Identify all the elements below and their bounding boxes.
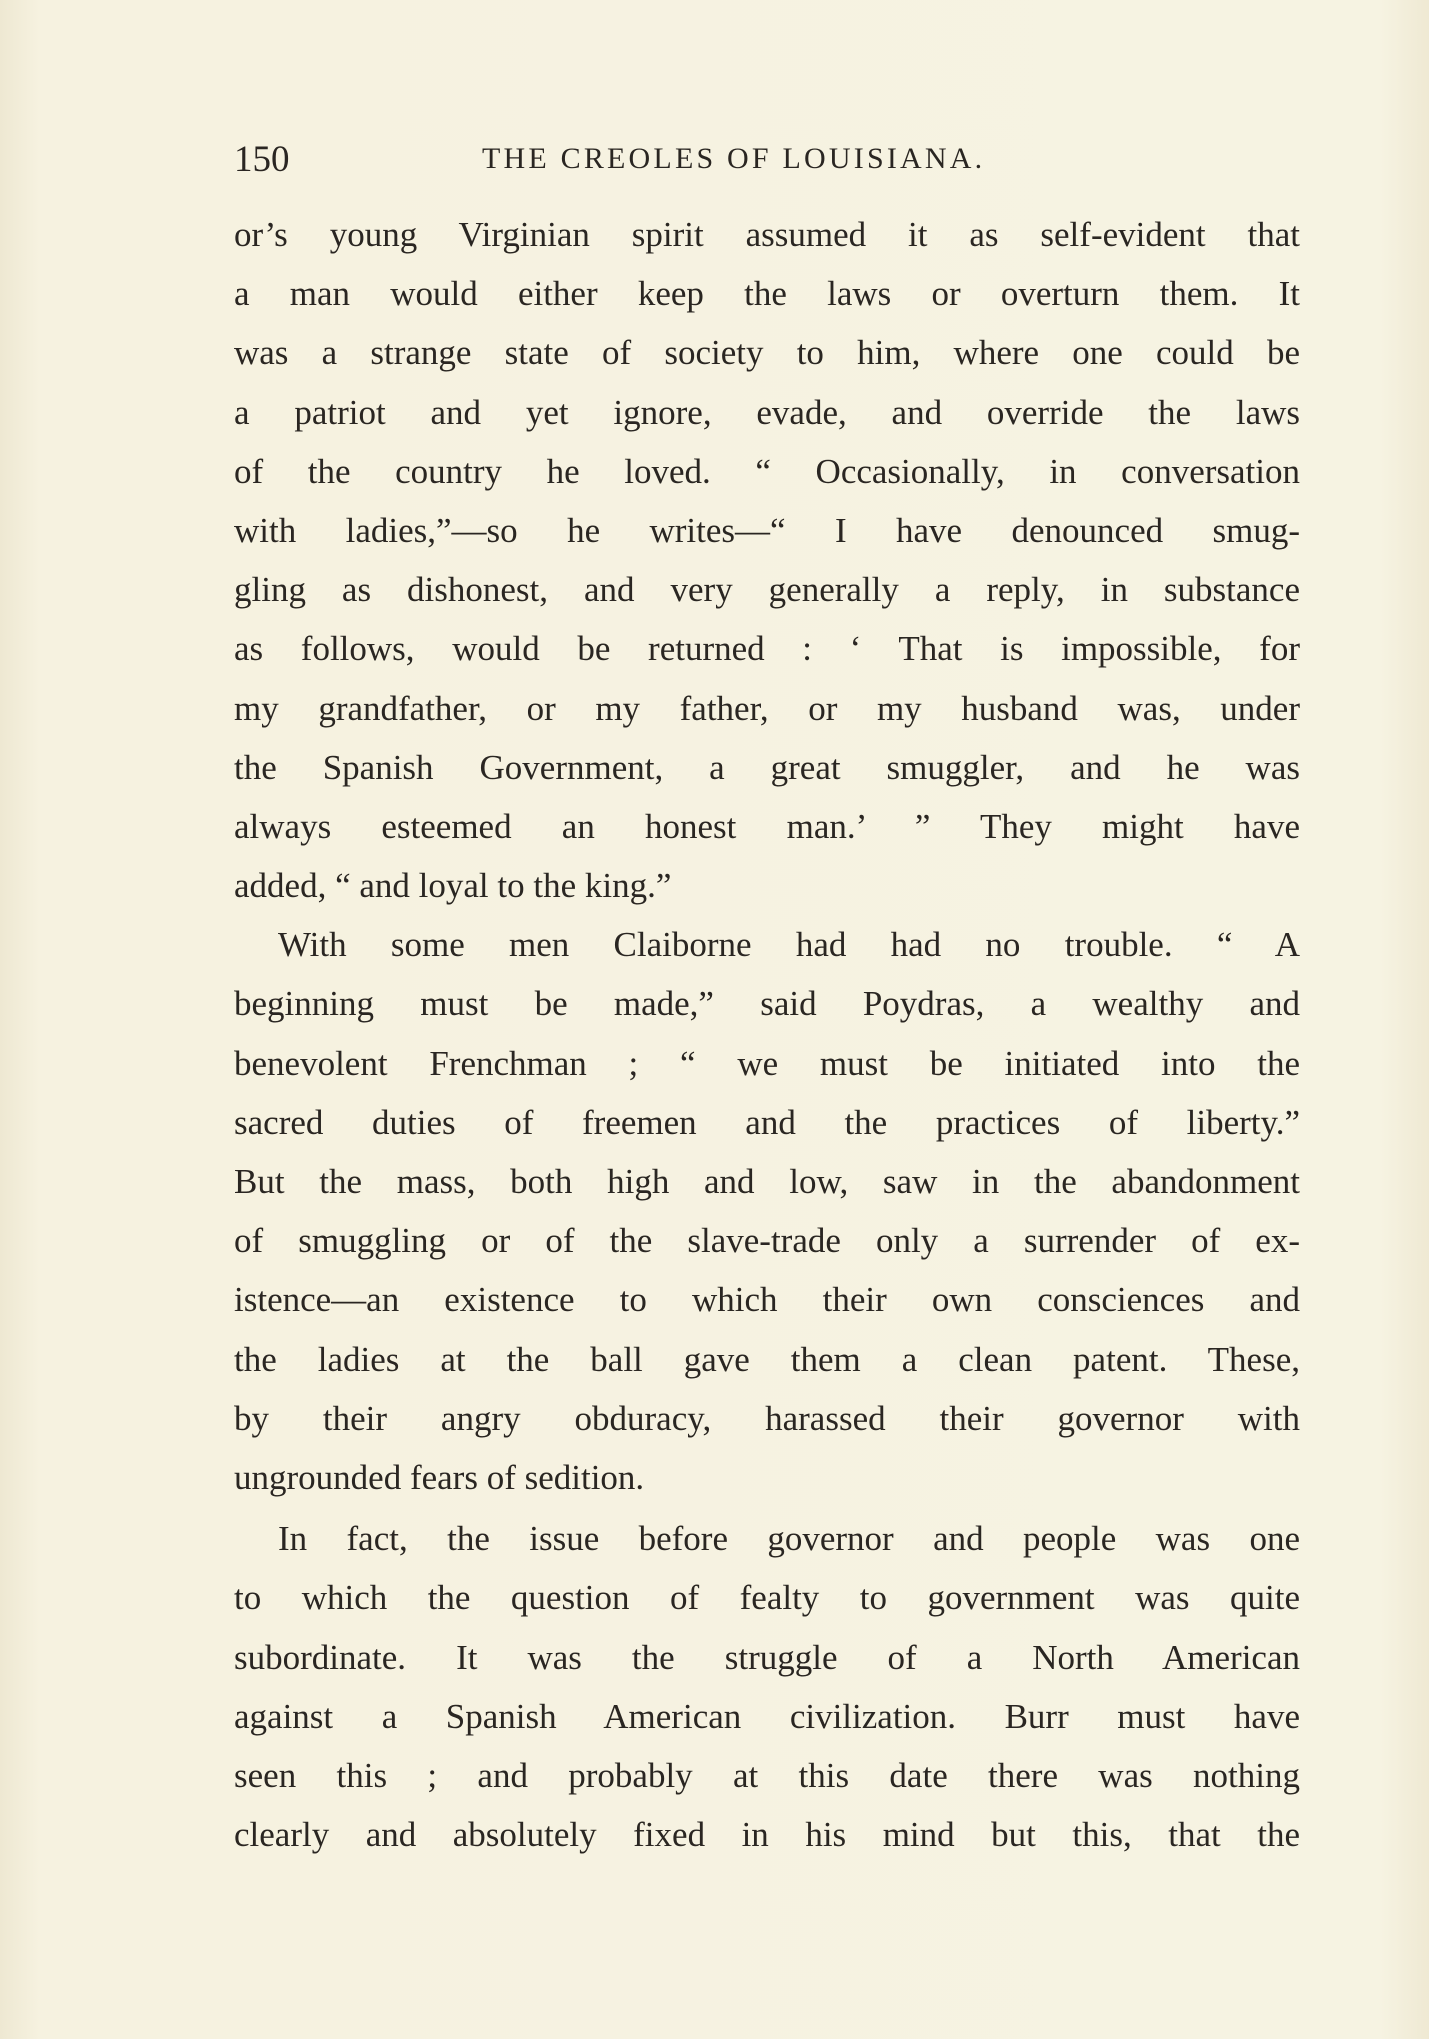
text-line: added, “ and loyal to the king.” [234,866,672,906]
text-line: the ladies at the ball gave them a clean patent. These, [234,1339,1300,1379]
text-line: subordinate. It was the struggle of a North American [234,1637,1300,1677]
body-text [234,205,1300,1864]
text-line: sacred duties of freemen and the practices of liberty.” [234,1102,1300,1142]
text-line: the Spanish Government, a great smuggler, and he was [234,747,1300,787]
text-line: beginning must be made,” said Poydras, a wealthy and [234,984,1300,1024]
text-line: of smuggling or of the slave-trade only a surrender of ex- [234,1221,1300,1261]
text-line: to which the question of fealty to government was quite [234,1578,1300,1618]
paragraph-2 [234,915,1300,1507]
text-line: clearly and absolutely fixed in his mind but this, that the [234,1815,1300,1855]
text-line: against a Spanish American civilization. Burr must have [234,1696,1300,1736]
running-title: THE CREOLES OF LOUISIANA. [482,142,986,175]
paragraph-1 [234,205,1300,915]
text-line: of the country he loved. “ Occasionally, in conversation [234,451,1300,491]
text-line: benevolent Frenchman ; “ we must be initiated into the [234,1043,1300,1083]
text-line: ungrounded fears of sedition. [234,1457,645,1497]
text-line: with ladies,”—so he writes—“ I have denounced smug- [234,510,1300,550]
text-line: istence—an existence to which their own consciences and [234,1280,1300,1320]
text-line: In fact, the issue before governor and people was one [278,1519,1300,1559]
text-line: a patriot and yet ignore, evade, and override the laws [234,392,1300,432]
text-line: was a strange state of society to him, where one could be [234,333,1300,373]
text-line: But the mass, both high and low, saw in the abandonment [234,1162,1300,1201]
text-line: my grandfather, or my father, or my husband was, under [234,688,1300,728]
text-line: as follows, would be returned : ‘ That is impossible, for [234,629,1300,669]
text-line: or’s young Virginian spirit assumed it as self-evident that [234,215,1300,254]
page-number: 150 [234,139,290,180]
page-header [234,138,1300,182]
text-line: gling as dishonest, and very generally a reply, in substance [234,570,1300,610]
text-line: With some men Claiborne had had no trouble. “ A [278,925,1300,965]
text-line: always esteemed an honest man.’ ” They might have [234,806,1300,846]
text-line: a man would either keep the laws or overturn them. It [234,274,1300,314]
paragraph-3 [234,1509,1300,1864]
text-line: by their angry obduracy, harassed their governor with [234,1398,1300,1438]
text-line: seen this ; and probably at this date there was nothing [234,1755,1300,1795]
